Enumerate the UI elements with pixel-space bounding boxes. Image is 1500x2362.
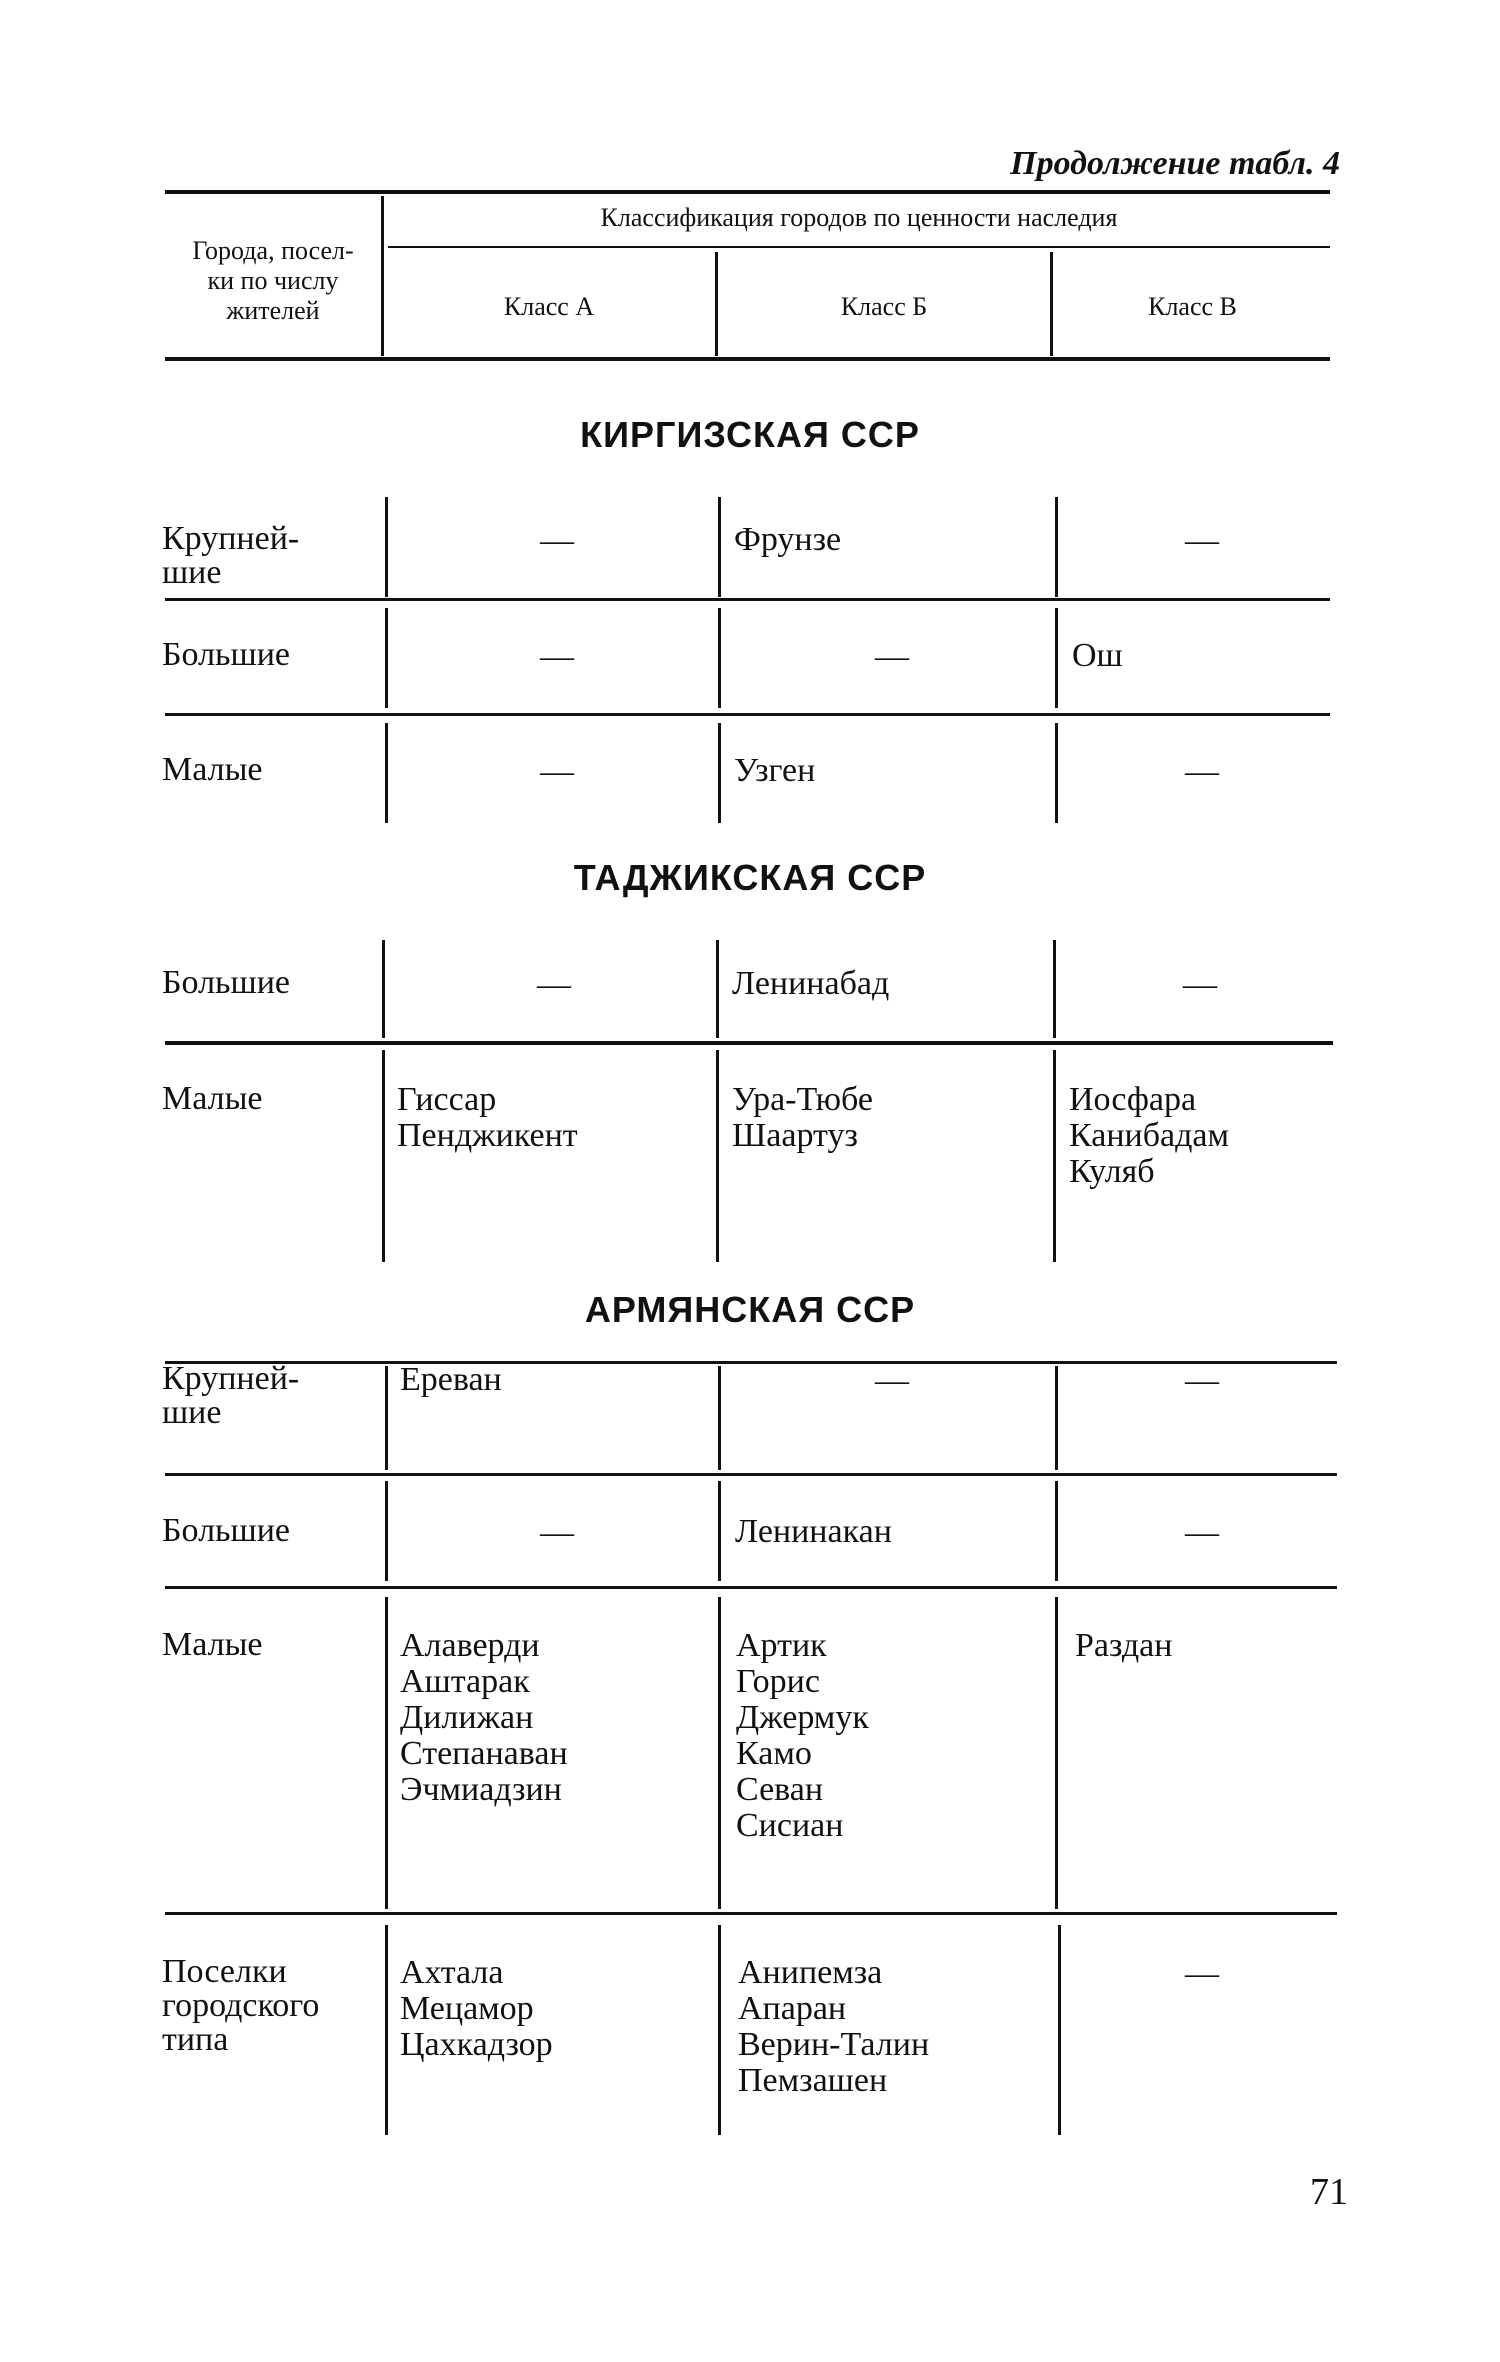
class-b-cell [738, 1955, 929, 2099]
class-a-cell [397, 1082, 578, 1154]
city-name: Севан [736, 1771, 824, 1808]
city-name: Иосфара [1069, 1081, 1197, 1118]
row-rule [165, 598, 1330, 601]
row-label-line: шие [162, 554, 222, 591]
row-label-line: Крупней- [162, 520, 300, 557]
city-name: Пенджикент [397, 1117, 578, 1154]
class-c-cell: Ош [1072, 637, 1123, 674]
city-name: Аштарак [400, 1663, 530, 1700]
city-name: Шаартуз [732, 1117, 858, 1154]
class-c-cell: — [1185, 522, 1219, 559]
city-name: Ахтала [400, 1954, 504, 1991]
row-label-line: шие [162, 1394, 222, 1431]
row-label: Большие [162, 636, 291, 673]
class-c-cell [1069, 1082, 1229, 1190]
row-rule [165, 1473, 1337, 1476]
class-c-cell: — [1185, 1955, 1219, 1992]
header-divider-2 [715, 252, 718, 356]
header-bottom-rule [165, 357, 1330, 361]
class-a-cell: — [540, 522, 574, 559]
class-b-cell: — [875, 1362, 909, 1399]
class-a-cell [400, 1955, 553, 2063]
class-b-cell: Фрунзе [734, 521, 842, 558]
row-label-line: Поселки [162, 1953, 287, 1990]
city-name: Сисиан [736, 1807, 844, 1844]
class-a-cell [400, 1628, 568, 1808]
column-divider [718, 1925, 721, 2135]
city-name: Дилижан [400, 1699, 534, 1736]
city-name: Анипемза [738, 1954, 883, 1991]
row-label-line: типа [162, 2021, 229, 2058]
column-divider [718, 1481, 721, 1581]
city-name: Камо [736, 1735, 812, 1772]
city-name: Пемзашен [738, 2062, 888, 2099]
class-a-cell: Ереван [400, 1361, 502, 1398]
row-rule [165, 1586, 1337, 1589]
row-label-line: городского [162, 1987, 320, 2024]
city-name: Цахкадзор [400, 2026, 553, 2063]
column-divider [1055, 1481, 1058, 1581]
city-name: Артик [736, 1627, 827, 1664]
column-divider [1053, 940, 1056, 1038]
class-c-cell: — [1185, 753, 1219, 790]
row-rule [165, 1912, 1337, 1915]
header-top-rule [165, 190, 1330, 194]
header-group-title: Классификация городов по ценности наследия [600, 203, 1118, 232]
row-rule [165, 713, 1330, 716]
section-title: КИРГИЗСКАЯ ССР [580, 414, 920, 455]
header-column-c: Класс В [1148, 292, 1237, 321]
column-divider [1055, 723, 1058, 823]
class-c-cell: — [1183, 966, 1217, 1003]
column-divider [1055, 1597, 1058, 1909]
row-label: Малые [162, 751, 263, 788]
column-divider [718, 1366, 721, 1470]
column-divider [718, 497, 721, 597]
section-title: ТАДЖИКСКАЯ ССР [573, 857, 927, 898]
header-row-label-line: жителей [226, 296, 320, 325]
class-b-cell [736, 1628, 869, 1844]
page-number: 71 [1310, 2171, 1348, 2213]
header-group-rule [388, 246, 1330, 248]
header-row-label [165, 236, 381, 326]
class-b-cell: Ленинакан [735, 1513, 892, 1550]
class-a-cell: — [540, 753, 574, 790]
city-name: Куляб [1069, 1153, 1155, 1190]
row-rule [165, 1041, 1333, 1045]
column-divider [718, 1597, 721, 1909]
column-divider [1053, 1050, 1056, 1262]
class-a-cell: — [540, 1514, 574, 1551]
column-divider [718, 608, 721, 708]
class-b-cell [732, 1082, 873, 1154]
class-b-cell: — [875, 638, 909, 675]
class-c-cell: — [1185, 1514, 1219, 1551]
section-title: АРМЯНСКАЯ ССР [584, 1289, 916, 1330]
class-a-cell: — [540, 638, 574, 675]
city-name: Степанаван [400, 1735, 568, 1772]
city-name: Мецамор [400, 1990, 534, 2027]
header-row-label-line: Города, посел- [192, 236, 354, 265]
city-name: Гиссар [397, 1081, 497, 1118]
city-name: Канибадам [1069, 1117, 1230, 1154]
row-label: Малые [162, 1080, 263, 1117]
row-label: Малые [162, 1626, 263, 1663]
column-divider [1055, 1366, 1058, 1470]
table-continuation-caption: Продолжение табл. 4 [1010, 145, 1340, 182]
city-name: Верин-Талин [738, 2026, 930, 2063]
column-divider [716, 940, 719, 1038]
row-label: Большие [162, 964, 291, 1001]
row-label [162, 1955, 392, 2057]
class-b-cell: Узген [734, 752, 816, 789]
city-name: Апаран [738, 1990, 847, 2027]
column-divider [718, 723, 721, 823]
class-a-cell: — [537, 966, 571, 1003]
row-label [162, 522, 392, 590]
row-label-line: Крупней- [162, 1360, 300, 1397]
city-name: Джермук [736, 1699, 869, 1736]
column-divider [1058, 1925, 1061, 2135]
city-name: Ура-Тюбе [732, 1081, 873, 1118]
header-column-b: Класс Б [840, 292, 928, 321]
class-c-cell: — [1185, 1362, 1219, 1399]
header-divider-1 [381, 196, 384, 356]
header-divider-3 [1050, 252, 1053, 356]
row-label [162, 1362, 392, 1430]
city-name: Эчмиадзин [400, 1771, 562, 1808]
column-divider [1055, 608, 1058, 708]
header-row-label-line: ки по числу [207, 266, 339, 295]
row-label: Большие [162, 1512, 291, 1549]
class-c-cell: Раздан [1075, 1627, 1173, 1664]
column-divider [716, 1050, 719, 1262]
city-name: Горис [736, 1663, 820, 1700]
city-name: Алаверди [400, 1627, 540, 1664]
header-column-a: Класс А [503, 292, 595, 321]
column-divider [1055, 497, 1058, 597]
class-b-cell: Ленинабад [732, 965, 890, 1002]
